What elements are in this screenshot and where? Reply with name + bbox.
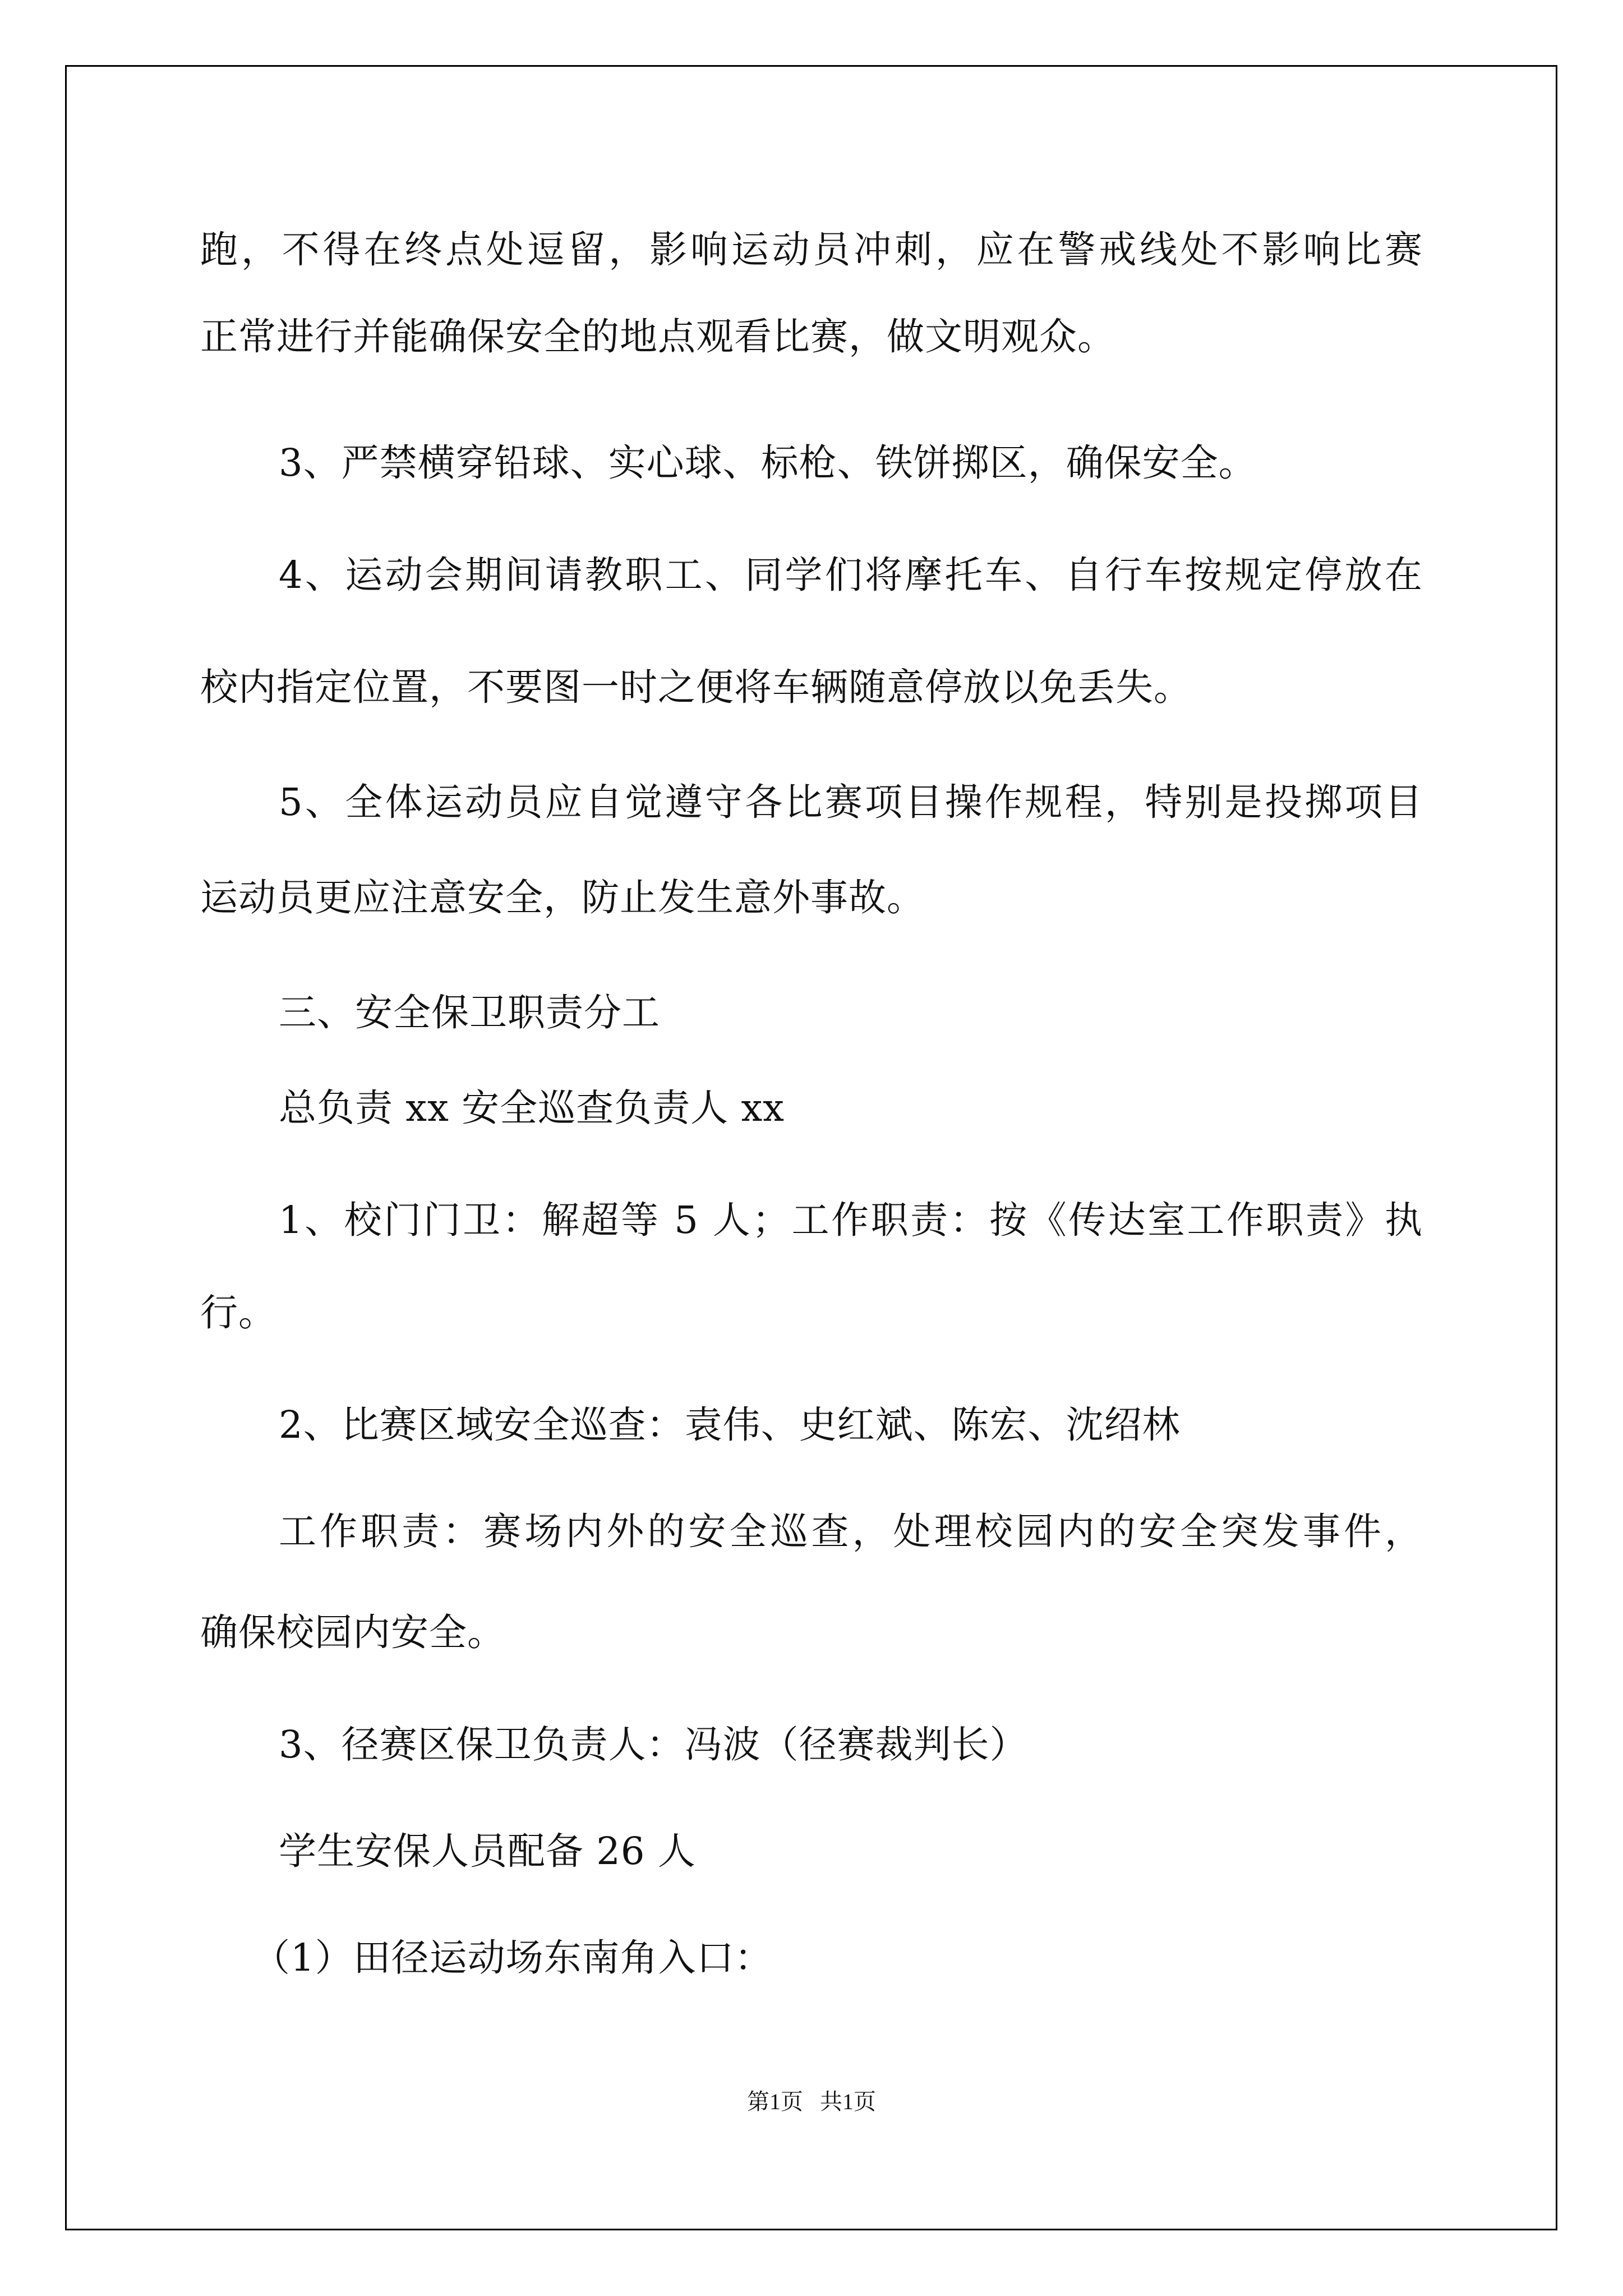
body-line-11: 行。 [200,1291,276,1335]
body-line-7: 运动员更应注意安全，防止发生意外事故。 [200,876,925,919]
body-line-15: 3、径赛区保卫负责人：冯波（径赛裁判长） [279,1723,1028,1766]
body-line-1: 跑，不得在终点处逗留，影响运动员冲刺，应在警戒线处不影响比赛 [200,228,1423,272]
body-line-10: 1、校门门卫：解超等 5 人；工作职责：按《传达室工作职责》执 [279,1198,1423,1242]
page-border [65,65,1557,2230]
body-line-2: 正常进行并能确保安全的地点观看比赛，做文明观众。 [200,315,1115,358]
body-line-6: 5、全体运动员应自觉遵守各比赛项目操作规程，特别是投掷项目 [279,780,1423,824]
body-line-5: 校内指定位置，不要图一时之便将车辆随意停放以免丢失。 [200,665,1192,709]
section-heading: 三、安全保卫职责分工 [279,991,660,1034]
body-line-16: 学生安保人员配备 26 人 [279,1829,696,1873]
body-line-3: 3、严禁横穿铅球、实心球、标枪、铁饼掷区，确保安全。 [279,441,1257,485]
body-line-9: 总负责 xx 安全巡查负责人 xx [279,1086,785,1130]
body-line-14: 确保校园内安全。 [200,1611,505,1654]
body-line-4: 4、运动会期间请教职工、同学们将摩托车、自行车按规定停放在 [279,553,1423,597]
body-line-12: 2、比赛区域安全巡查：袁伟、史红斌、陈宏、沈绍林 [279,1403,1181,1447]
body-line-13: 工作职责：赛场内外的安全巡查，处理校园内的安全突发事件， [279,1510,1423,1553]
body-line-17: （1）田径运动场东南角入口： [252,1936,773,1980]
page-footer: 第1页 共1页 [747,2089,876,2114]
